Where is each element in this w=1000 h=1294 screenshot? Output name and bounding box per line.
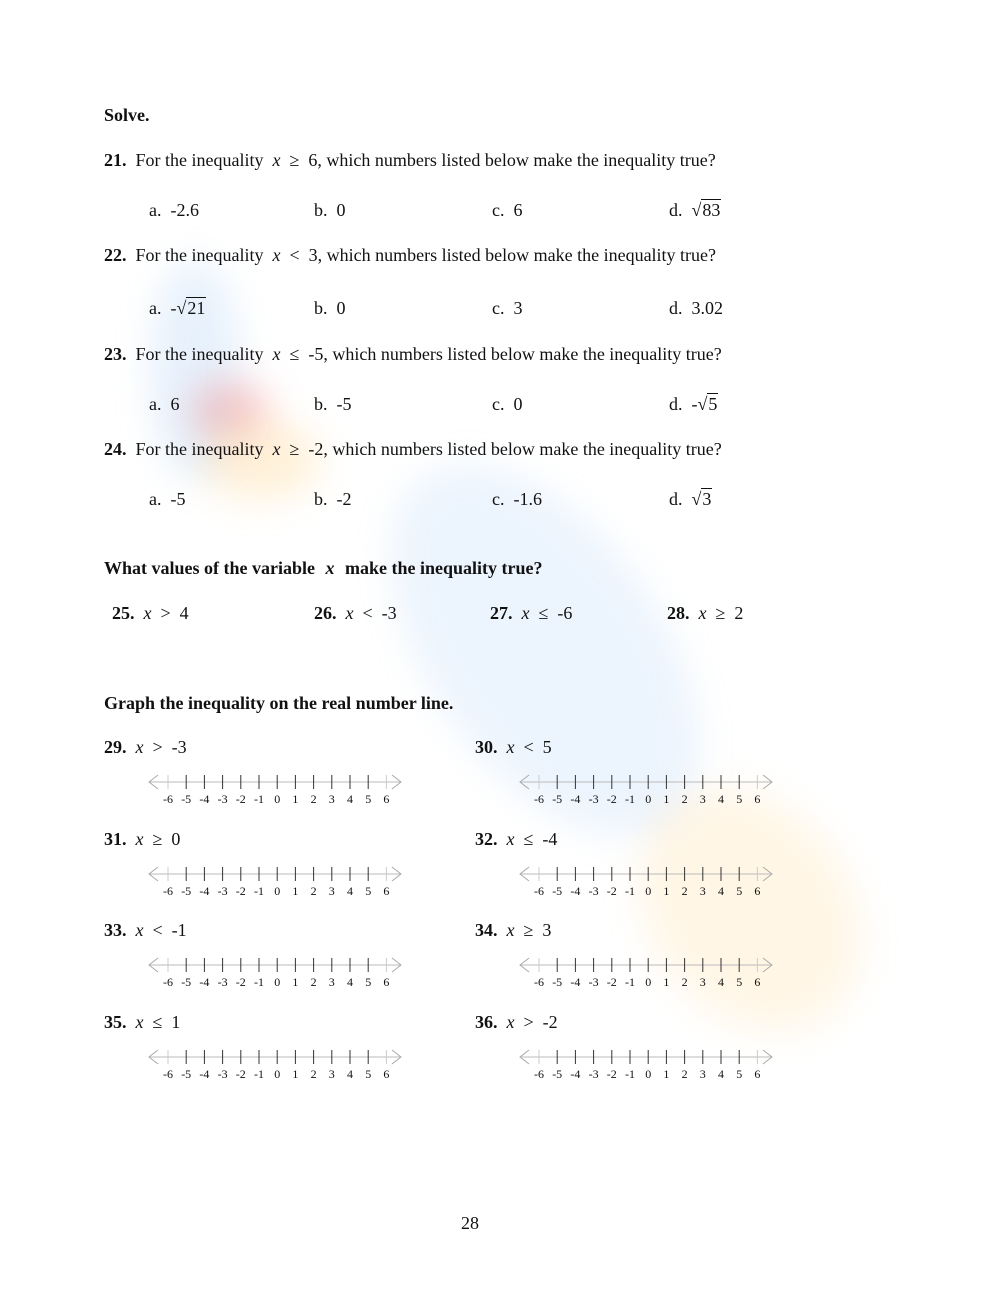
tick-label: -3 — [217, 975, 228, 989]
number-line[interactable] — [517, 955, 777, 995]
question-var: x — [272, 439, 281, 459]
tick-label: -6 — [163, 884, 173, 898]
option-label: a. — [149, 394, 162, 414]
tick-label: 1 — [292, 884, 299, 898]
tick-label: -1 — [625, 1067, 635, 1081]
answer-option-d — [669, 489, 712, 510]
question-var: x — [506, 1012, 515, 1032]
tick-label: -1 — [254, 792, 264, 806]
tick-label: 1 — [663, 884, 670, 898]
option-value: 0 — [336, 298, 346, 318]
question-number: 35. — [104, 1012, 127, 1032]
question-number: 33. — [104, 920, 127, 940]
tick-label: -6 — [163, 975, 173, 989]
number-line-axis — [517, 864, 777, 886]
tick-label: -5 — [552, 975, 563, 989]
question-relation: > — [152, 737, 163, 757]
section-heading-graph: Graph the inequality on the real number line. — [104, 693, 454, 713]
answer-option-d — [669, 200, 721, 221]
tick-label: -5 — [552, 1067, 563, 1081]
question-var: x — [135, 920, 144, 940]
tick-label: -3 — [588, 975, 599, 989]
tick-label: 4 — [347, 884, 353, 898]
question-value: -1 — [171, 920, 187, 940]
heading-text: What values of the variable — [104, 558, 315, 578]
tick-label: 3 — [699, 884, 706, 898]
number-line-axis — [146, 864, 406, 886]
tick-label: 1 — [663, 1067, 670, 1081]
tick-label: -3 — [588, 1067, 599, 1081]
tick-label: 2 — [310, 1067, 317, 1081]
tick-label: -1 — [625, 975, 635, 989]
tick-label: 0 — [645, 975, 652, 989]
tick-label: -4 — [199, 1067, 210, 1081]
watermark-red — [190, 380, 270, 440]
tick-label: -1 — [625, 792, 635, 806]
tick-label: 6 — [754, 975, 761, 989]
number-line[interactable] — [146, 864, 406, 904]
answer-option-d — [669, 298, 723, 319]
question-relation: ≥ — [289, 439, 300, 459]
question-number: 27. — [490, 603, 513, 623]
question-value: -2, — [308, 439, 328, 459]
tick-label: 5 — [736, 884, 743, 898]
question-23 — [104, 344, 722, 365]
tick-label: 2 — [681, 792, 688, 806]
option-label: c. — [492, 298, 505, 318]
question-value: 4 — [179, 603, 189, 623]
tick-label: -1 — [254, 884, 264, 898]
tick-label: 6 — [383, 1067, 390, 1081]
question-relation: < — [289, 245, 300, 265]
tick-label: -1 — [254, 1067, 264, 1081]
tick-label: 4 — [347, 1067, 353, 1081]
tick-label: 3 — [699, 792, 706, 806]
question-number: 21. — [104, 150, 127, 170]
option-label: c. — [492, 200, 505, 220]
tick-label: 2 — [681, 1067, 688, 1081]
answer-option-a — [149, 489, 186, 510]
number-line-axis — [146, 1047, 406, 1069]
question-value: 3, — [308, 245, 323, 265]
question-number: 32. — [475, 829, 498, 849]
question-34 — [475, 920, 551, 941]
question-number: 25. — [112, 603, 135, 623]
question-var: x — [521, 603, 530, 623]
section-heading-solve: Solve. — [104, 105, 150, 125]
tick-label: -4 — [570, 792, 581, 806]
tick-label: 2 — [310, 975, 317, 989]
radicand: 83 — [702, 200, 721, 220]
tick-label: -5 — [181, 884, 192, 898]
question-26 — [314, 603, 397, 624]
tick-label: -2 — [606, 975, 617, 989]
question-var: x — [345, 603, 354, 623]
option-value: 3 — [513, 298, 523, 318]
question-number: 23. — [104, 344, 127, 364]
tick-label: -5 — [181, 1067, 192, 1081]
question-29 — [104, 737, 187, 758]
sqrt-symbol: √3 — [691, 489, 712, 509]
question-value: -4 — [542, 829, 558, 849]
question-relation: ≥ — [715, 603, 726, 623]
number-line-axis — [146, 772, 406, 794]
tick-label: 1 — [663, 975, 670, 989]
tick-label: 4 — [718, 1067, 724, 1081]
question-24 — [104, 439, 722, 460]
option-sign: - — [691, 394, 698, 414]
question-value: 1 — [171, 1012, 181, 1032]
option-label: d. — [669, 489, 683, 509]
tick-label: -2 — [606, 884, 617, 898]
tick-label: -5 — [181, 792, 192, 806]
option-label: b. — [314, 489, 328, 509]
watermark-orange — [200, 420, 320, 500]
option-label: c. — [492, 489, 505, 509]
tick-label: 4 — [718, 975, 724, 989]
question-27 — [490, 603, 572, 624]
option-value: 6 — [513, 200, 523, 220]
question-25 — [112, 603, 189, 624]
number-line-axis — [146, 955, 406, 977]
question-value: 3 — [542, 920, 552, 940]
tick-label: 3 — [328, 792, 335, 806]
tick-label: 5 — [736, 1067, 743, 1081]
question-22 — [104, 245, 716, 266]
question-number: 28. — [667, 603, 690, 623]
number-line-axis — [517, 1047, 777, 1069]
tick-label: 2 — [681, 884, 688, 898]
question-lead: For the inequality — [135, 245, 264, 265]
option-value: 3.02 — [691, 298, 723, 318]
tick-label: 0 — [645, 1067, 652, 1081]
question-36 — [475, 1012, 558, 1033]
question-number: 36. — [475, 1012, 498, 1032]
question-value: -2 — [542, 1012, 558, 1032]
sqrt-symbol: √5 — [697, 394, 718, 414]
answer-option-a — [149, 200, 199, 221]
question-value: 2 — [734, 603, 744, 623]
sqrt-symbol: √83 — [691, 200, 721, 220]
option-value: 0 — [336, 200, 346, 220]
tick-label: -3 — [588, 792, 599, 806]
question-value: 0 — [171, 829, 181, 849]
question-21 — [104, 150, 716, 171]
number-line[interactable] — [517, 772, 777, 812]
tick-label: 4 — [347, 792, 353, 806]
tick-label: -4 — [199, 792, 210, 806]
answer-option-a — [149, 298, 206, 319]
tick-label: 3 — [699, 1067, 706, 1081]
radicand: 5 — [708, 394, 718, 414]
tick-label: 6 — [383, 884, 390, 898]
question-35 — [104, 1012, 180, 1033]
question-var: x — [143, 603, 152, 623]
heading-tail: make the inequality true? — [345, 558, 543, 578]
tick-label: -4 — [570, 884, 581, 898]
tick-label: -4 — [199, 975, 210, 989]
tick-label: -2 — [235, 792, 246, 806]
tick-label: 0 — [645, 792, 652, 806]
tick-label: 0 — [274, 884, 281, 898]
tick-label: -2 — [606, 792, 617, 806]
option-value: -5 — [336, 394, 352, 414]
question-tail: which numbers listed below make the inequality true? — [326, 150, 716, 170]
tick-label: 0 — [274, 1067, 281, 1081]
watermark-blue-diag — [330, 412, 759, 888]
option-label: d. — [669, 298, 683, 318]
tick-label: -4 — [570, 975, 581, 989]
heading-var: x — [325, 558, 335, 578]
tick-label: 1 — [292, 1067, 299, 1081]
tick-label: 4 — [718, 792, 724, 806]
question-number: 26. — [314, 603, 337, 623]
question-30 — [475, 737, 552, 758]
tick-label: -2 — [235, 1067, 246, 1081]
tick-label: 1 — [292, 975, 299, 989]
sqrt-symbol: √21 — [176, 298, 206, 318]
tick-label: -3 — [217, 792, 228, 806]
number-line-axis — [517, 955, 777, 977]
question-relation: < — [362, 603, 373, 623]
tick-label: 3 — [328, 1067, 335, 1081]
question-var: x — [506, 920, 515, 940]
number-line[interactable] — [146, 955, 406, 995]
tick-label: -3 — [217, 1067, 228, 1081]
question-relation: ≤ — [538, 603, 549, 623]
question-var: x — [272, 344, 281, 364]
tick-label: 2 — [681, 975, 688, 989]
number-line-axis — [517, 772, 777, 794]
tick-label: 2 — [310, 884, 317, 898]
question-32 — [475, 829, 557, 850]
radicand: 3 — [702, 489, 712, 509]
question-var: x — [135, 829, 144, 849]
answer-option-c — [492, 298, 523, 319]
tick-label: -6 — [534, 975, 544, 989]
tick-label: -5 — [552, 792, 563, 806]
question-relation: < — [523, 737, 534, 757]
tick-label: -1 — [625, 884, 635, 898]
number-line[interactable] — [517, 864, 777, 904]
tick-label: 1 — [292, 792, 299, 806]
question-relation: ≤ — [152, 1012, 163, 1032]
question-value: -5, — [308, 344, 328, 364]
section-heading-values — [104, 558, 543, 579]
tick-label: 1 — [663, 792, 670, 806]
tick-label: 4 — [718, 884, 724, 898]
question-tail: which numbers listed below make the inequality true? — [332, 439, 722, 459]
option-value: -1.6 — [513, 489, 542, 509]
tick-label: -3 — [217, 884, 228, 898]
tick-label: 6 — [754, 792, 761, 806]
question-number: 31. — [104, 829, 127, 849]
answer-option-a — [149, 394, 180, 415]
tick-label: -5 — [552, 884, 563, 898]
question-33 — [104, 920, 187, 941]
answer-option-c — [492, 489, 542, 510]
tick-label: -6 — [534, 1067, 544, 1081]
question-relation: > — [523, 1012, 534, 1032]
question-number: 22. — [104, 245, 127, 265]
option-value: -5 — [170, 489, 186, 509]
option-label: a. — [149, 489, 162, 509]
tick-label: -6 — [163, 792, 173, 806]
tick-label: 0 — [274, 792, 281, 806]
answer-option-c — [492, 200, 523, 221]
answer-option-d — [669, 394, 718, 415]
question-var: x — [272, 245, 281, 265]
option-value: 6 — [170, 394, 180, 414]
question-relation: ≤ — [289, 344, 300, 364]
question-value: 5 — [542, 737, 552, 757]
tick-label: -5 — [181, 975, 192, 989]
option-label: b. — [314, 394, 328, 414]
tick-label: 0 — [274, 975, 281, 989]
question-var: x — [135, 1012, 144, 1032]
question-number: 29. — [104, 737, 127, 757]
option-label: b. — [314, 200, 328, 220]
question-tail: which numbers listed below make the inequality true? — [326, 245, 717, 265]
tick-label: 5 — [365, 975, 372, 989]
answer-option-c — [492, 394, 523, 415]
question-31 — [104, 829, 180, 850]
tick-label: 4 — [347, 975, 353, 989]
tick-label: 5 — [365, 884, 372, 898]
tick-label: 5 — [736, 975, 743, 989]
tick-label: -6 — [534, 884, 544, 898]
question-lead: For the inequality — [135, 344, 264, 364]
question-value: -6 — [557, 603, 573, 623]
tick-label: 6 — [754, 884, 761, 898]
question-var: x — [506, 829, 515, 849]
question-var: x — [506, 737, 515, 757]
tick-label: 6 — [383, 792, 390, 806]
option-label: d. — [669, 394, 683, 414]
question-value: 6, — [308, 150, 322, 170]
tick-label: -2 — [235, 975, 246, 989]
option-value: -2 — [336, 489, 352, 509]
tick-label: 0 — [645, 884, 652, 898]
question-lead: For the inequality — [135, 150, 264, 170]
number-line[interactable] — [517, 1047, 777, 1087]
tick-label: -1 — [254, 975, 264, 989]
tick-label: 5 — [736, 792, 743, 806]
number-line[interactable] — [146, 1047, 406, 1087]
tick-label: -4 — [199, 884, 210, 898]
question-number: 24. — [104, 439, 127, 459]
question-var: x — [135, 737, 144, 757]
tick-label: 5 — [365, 1067, 372, 1081]
question-28 — [667, 603, 743, 624]
option-value: -2.6 — [170, 200, 199, 220]
option-sign: - — [170, 298, 177, 318]
tick-label: -2 — [606, 1067, 617, 1081]
option-value: 0 — [513, 394, 523, 414]
question-value: -3 — [171, 737, 187, 757]
answer-option-b — [314, 489, 352, 510]
option-label: b. — [314, 298, 328, 318]
question-relation: ≥ — [152, 829, 163, 849]
question-relation: ≤ — [523, 829, 534, 849]
question-lead: For the inequality — [135, 439, 264, 459]
question-relation: > — [160, 603, 171, 623]
page-number: 28 — [461, 1213, 479, 1233]
tick-label: 5 — [365, 792, 372, 806]
answer-option-b — [314, 298, 346, 319]
answer-option-b — [314, 394, 352, 415]
question-number: 30. — [475, 737, 498, 757]
tick-label: -3 — [588, 884, 599, 898]
option-label: a. — [149, 200, 162, 220]
option-label: d. — [669, 200, 683, 220]
tick-label: -6 — [163, 1067, 173, 1081]
tick-label: 6 — [754, 1067, 761, 1081]
question-number: 34. — [475, 920, 498, 940]
option-label: c. — [492, 394, 505, 414]
tick-label: 3 — [328, 975, 335, 989]
tick-label: 2 — [310, 792, 317, 806]
tick-label: -6 — [534, 792, 544, 806]
question-var: x — [272, 150, 281, 170]
question-relation: < — [152, 920, 163, 940]
tick-label: 6 — [383, 975, 390, 989]
question-var: x — [698, 603, 707, 623]
option-label: a. — [149, 298, 162, 318]
tick-label: 3 — [328, 884, 335, 898]
tick-label: 3 — [699, 975, 706, 989]
question-relation: ≥ — [289, 150, 300, 170]
answer-option-b — [314, 200, 346, 221]
number-line[interactable] — [146, 772, 406, 812]
question-relation: ≥ — [523, 920, 534, 940]
tick-label: -4 — [570, 1067, 581, 1081]
question-tail: which numbers listed below make the inequality true? — [332, 344, 722, 364]
radicand: 21 — [187, 298, 206, 318]
tick-label: -2 — [235, 884, 246, 898]
question-value: -3 — [381, 603, 397, 623]
